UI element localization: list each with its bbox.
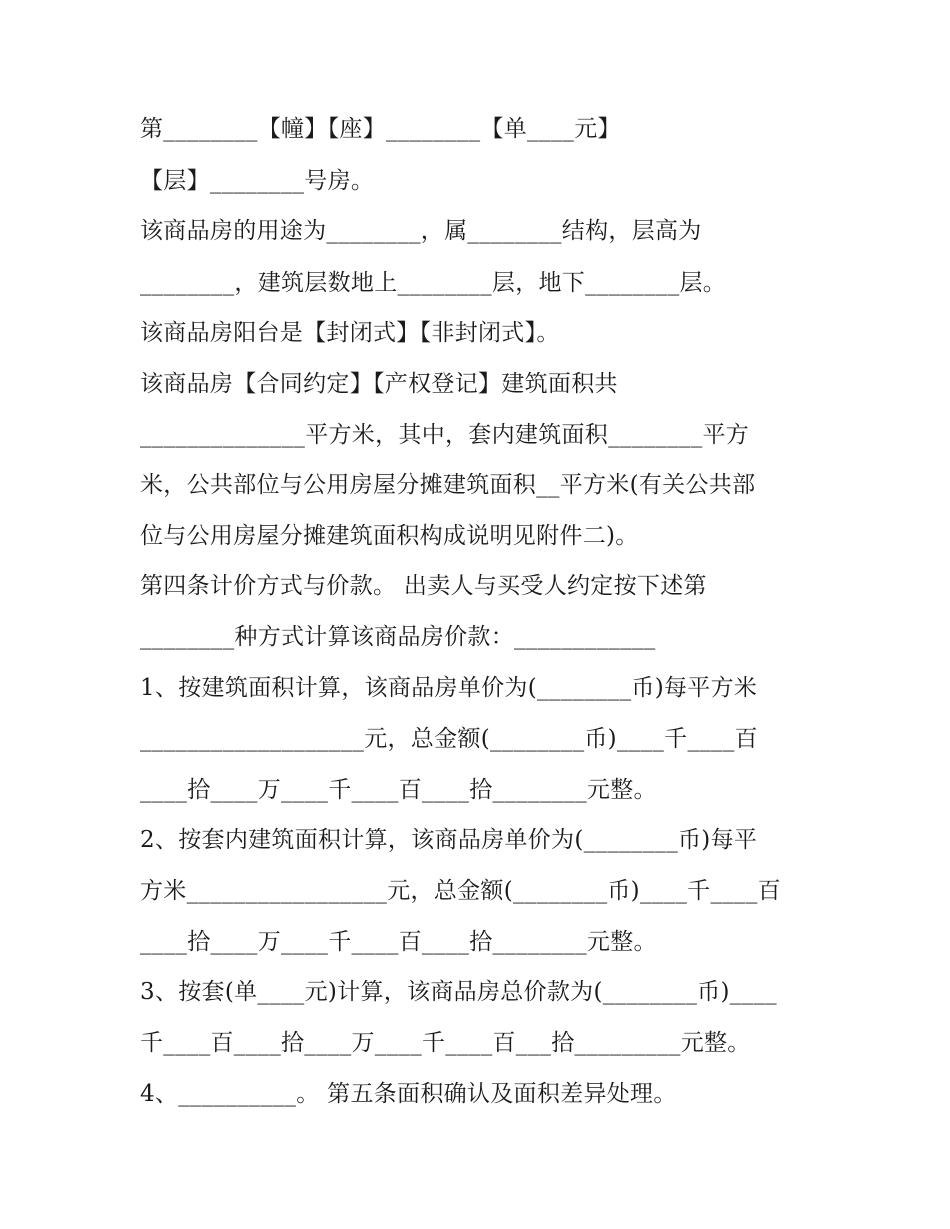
text-line-18: 3、按套(单____元)计算，该商品房总价款为(________币)____	[140, 979, 777, 1005]
text-line-10: 第四条计价方式与价款。 出卖人与买受人约定按下述第	[140, 573, 707, 599]
text-line-7: ______________平方米，其中，套内建筑面积________平方	[140, 422, 750, 448]
text-line-15: 2、按套内建筑面积计算，该商品房单价为(________币)每平	[140, 827, 758, 853]
text-line-9: 位与公用房屋分摊建筑面积构成说明见附件二)。	[140, 523, 639, 549]
text-line-20: 4、__________。 第五条面积确认及面积差异处理。	[140, 1081, 677, 1107]
text-line-19: 千____百____拾____万____千____百___拾_________元整。	[140, 1030, 751, 1056]
text-line-16: 方米_________________元，总金额(________币)____千____百	[140, 878, 781, 904]
text-line-1: 第________【幢】【座】________【单____元】	[140, 116, 621, 142]
text-line-12: 1、按建筑面积计算，该商品房单价为(________币)每平方米	[140, 675, 758, 701]
text-line-4: ________，建筑层数地上________层，地下________层。	[140, 270, 727, 296]
text-line-6: 该商品房【合同约定】【产权登记】建筑面积共	[140, 371, 618, 397]
text-line-13: ___________________元，总金额(________币)____千____百	[140, 726, 758, 752]
text-line-8: 米，公共部位与公用房屋分摊建筑面积__平方米(有关公共部	[140, 472, 756, 498]
text-line-14: ____拾____万____千____百____拾________元整。	[140, 777, 657, 803]
text-line-17: ____拾____万____千____百____拾________元整。	[140, 929, 657, 955]
text-line-11: ________种方式计算该商品房价款：____________	[140, 624, 656, 650]
text-line-3: 该商品房的用途为________，属________结构，层高为	[140, 218, 702, 244]
text-line-2: 【层】________号房。	[140, 168, 375, 194]
text-line-5: 该商品房阳台是【封闭式】【非封闭式】。	[140, 320, 560, 346]
